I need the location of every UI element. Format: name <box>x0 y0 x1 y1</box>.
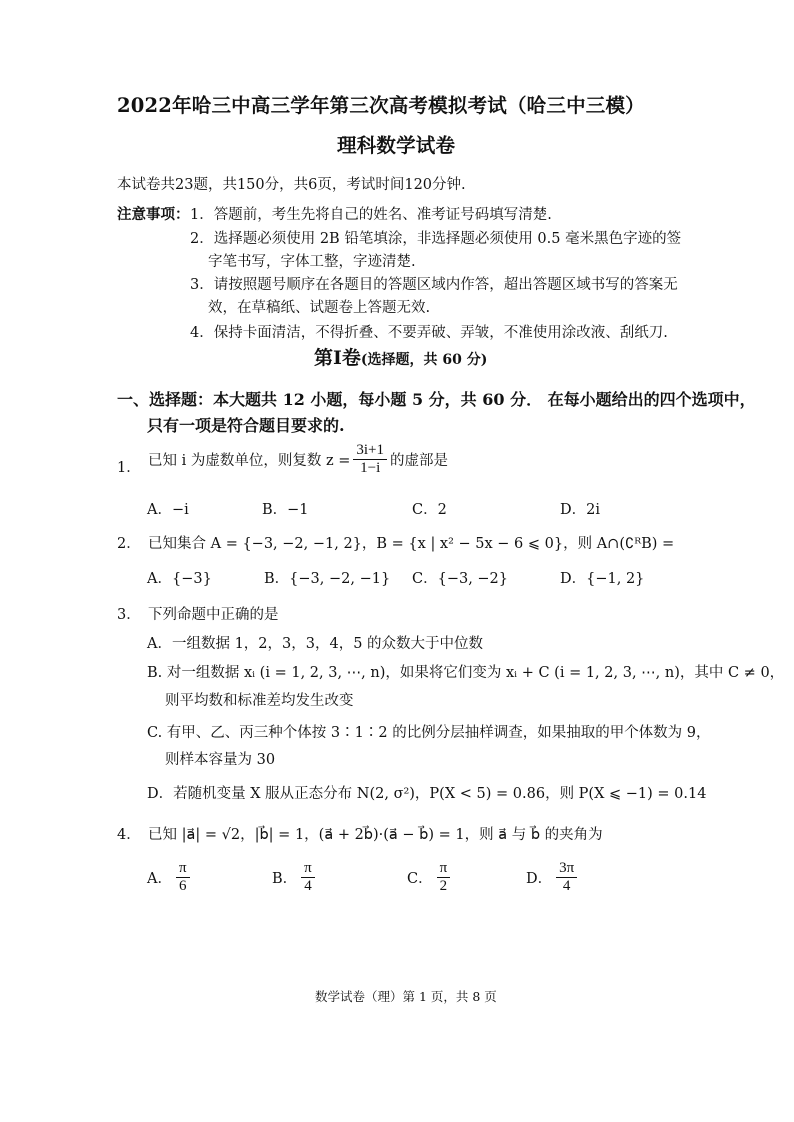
exam-subtitle: 理科数学试卷 <box>337 134 456 157</box>
exam-summary: 本试卷共23题，共150分，共6页，考试时间120分钟. <box>117 177 466 193</box>
q4-option-a-numerator: π <box>176 860 190 878</box>
q4-option-c-denominator: 2 <box>439 877 448 894</box>
q1-fraction-denominator: 1−i <box>360 459 381 476</box>
q4-option-b-label: B． <box>272 870 298 887</box>
q4-stem: 已知 |a⃗| = √2，|b⃗| = 1，(a⃗ + 2b⃗)·(a⃗ − b⃗) = 1，则 a⃗ 与 b⃗ 的夹角为 <box>148 827 603 843</box>
q4-option-a-fraction <box>176 860 190 894</box>
part-heading-main: 第Ⅰ卷 <box>314 347 361 369</box>
q2-option-c: C．{−3, −2} <box>412 571 509 587</box>
q4-option-a-label: A． <box>147 870 172 887</box>
q3-option-d: D．若随机变量 X 服从正态分布 N(2, σ²)，P(X < 5) = 0.86，则 P(X ⩽ −1) = 0.14 <box>147 786 707 802</box>
q3-option-b-line1: B. 对一组数据 xᵢ (i = 1, 2, 3, ⋯, n)，如果将它们变为 xᵢ + C (i = 1, 2, 3, ⋯, n)，其中 C ≠ 0， <box>147 665 785 681</box>
q2-option-b: B．{−3, −2, −1} <box>264 571 391 587</box>
exam-title: 2022年哈三中高三学年第三次高考模拟考试（哈三中三模） <box>117 94 645 117</box>
note-3-cont: 效，在草稿纸、试题卷上答题无效. <box>208 300 431 316</box>
q2-option-d: D．{−1, 2} <box>560 571 645 587</box>
section-instructions-line2: 只有一项是符合题目要求的. <box>147 416 345 435</box>
q1-stem <box>148 442 448 476</box>
q1-number: 1． <box>117 460 141 476</box>
notice-label: 注意事项： <box>117 206 190 223</box>
q4-option-d-label: D． <box>526 870 553 887</box>
q4-option-b <box>272 860 315 894</box>
q3-number: 3． <box>117 607 141 623</box>
note-2: 2．选择题必须使用 2B 铅笔填涂，非选择题必须使用 0.5 毫米黑色字迹的签 <box>190 231 682 247</box>
page-footer: 数学试卷（理）第 1 页，共 8 页 <box>315 989 497 1004</box>
q3-option-c-line1: C. 有甲、乙、丙三种个体按 3∶1∶2 的比例分层抽样调查，如果抽取的甲个体数为 9， <box>147 725 711 741</box>
q3-stem: 下列命题中正确的是 <box>148 607 279 623</box>
q1-fraction-numerator: 3i+1 <box>353 442 387 460</box>
q4-option-a-denominator: 6 <box>179 877 187 894</box>
part-heading-sub: (选择题，共 60 分) <box>360 352 488 368</box>
q4-option-d-denominator: 4 <box>562 877 571 894</box>
q1-fraction <box>353 442 387 476</box>
q4-option-c-label: C． <box>407 870 433 887</box>
q1-stem-pre: 已知 i 为虚数单位，则复数 z = <box>148 452 351 469</box>
q3-option-c-line2: 则样本容量为 30 <box>165 752 276 768</box>
q4-option-c <box>407 860 450 894</box>
q2-stem: 已知集合 A = {−3, −2, −1, 2}，B = {x | x² − 5x − 6 ⩽ 0}，则 A∩(∁ᴿB) = <box>148 536 675 552</box>
q4-option-c-numerator: π <box>437 860 451 878</box>
q4-option-c-fraction <box>437 860 451 894</box>
q1-option-b: B．−1 <box>262 502 309 518</box>
note-2-cont: 字笔书写，字体工整，字迹清楚. <box>208 254 416 270</box>
q3-option-b-line2: 则平均数和标准差均发生改变 <box>165 693 354 709</box>
q4-option-a <box>147 860 190 894</box>
q4-option-d-numerator: 3π <box>556 860 577 878</box>
note-3: 3．请按照题号顺序在各题目的答题区域内作答，超出答题区域书写的答案无 <box>190 277 678 293</box>
q1-option-d: D．2i <box>560 502 600 518</box>
q4-option-b-denominator: 4 <box>304 877 312 894</box>
q4-option-b-fraction <box>301 860 315 894</box>
q4-option-d <box>526 860 577 894</box>
note-1: 1．答题前，考生先将自己的姓名、准考证号码填写清楚. <box>190 207 552 223</box>
section-instructions-line1: 一、选择题：本大题共 12 小题，每小题 5 分，共 60 分． 在每小题给出的四个选项中， <box>117 390 756 409</box>
note-4: 4．保持卡面清洁，不得折叠、不要弄破、弄皱，不准使用涂改液、刮纸刀. <box>190 325 668 341</box>
q2-number: 2． <box>117 536 141 552</box>
q4-number: 4． <box>117 827 141 843</box>
q4-option-b-numerator: π <box>301 860 315 878</box>
part-heading <box>314 343 487 370</box>
q2-option-a: A．{−3} <box>147 571 212 587</box>
q1-option-a: A．−i <box>147 502 189 518</box>
q1-stem-post: 的虚部是 <box>390 452 449 469</box>
q1-option-c: C．2 <box>412 502 447 518</box>
q4-option-d-fraction <box>556 860 577 894</box>
q3-option-a: A．一组数据 1，2，3，3，4，5 的众数大于中位数 <box>147 636 484 652</box>
